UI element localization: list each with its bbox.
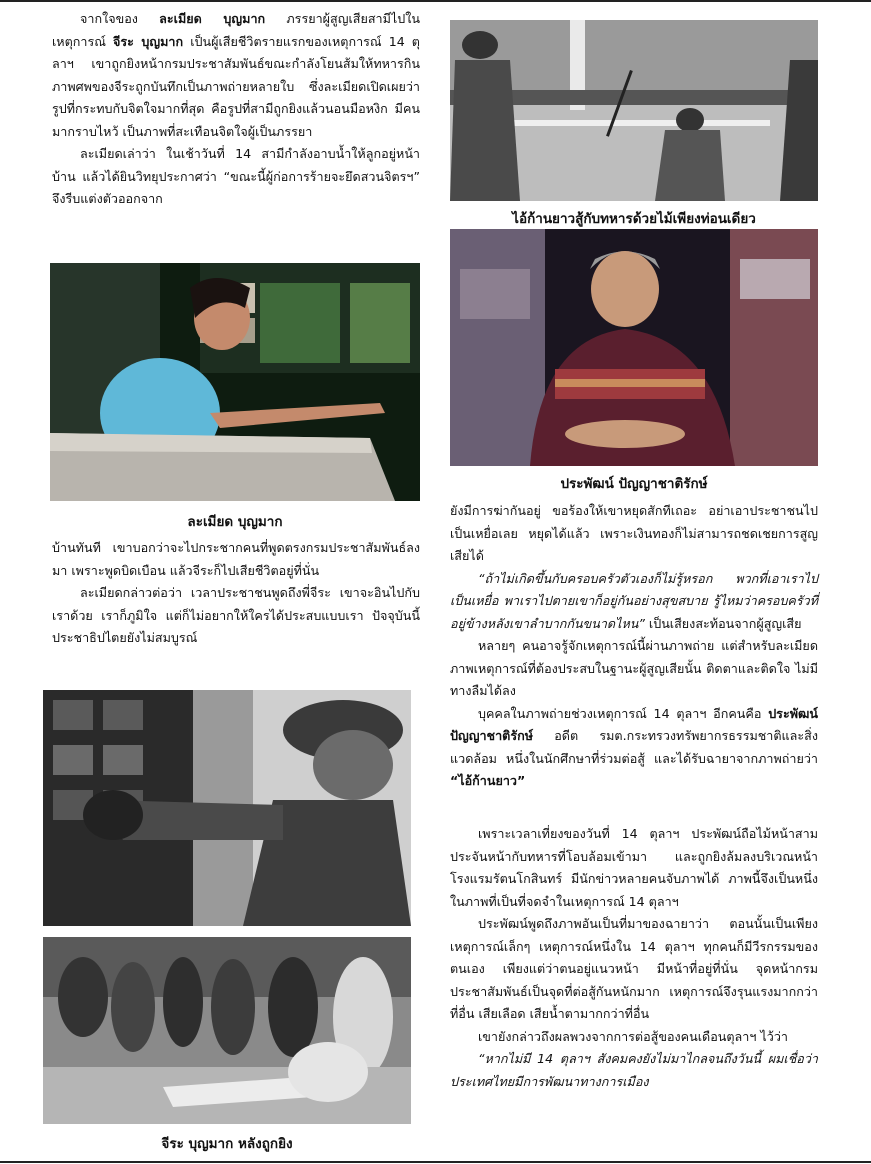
photo-jira-image [43, 937, 411, 1124]
paragraph-r3-b: อดีต รมต.กระทรวงทรัพยากรธรรมชาติและสิ่งแวดล้อม หนึ่งในนักศึกษาที่ร่วมต่อสู้ และได้รับฉายาจากภาพถ่ายว่า [450, 728, 818, 766]
right-bottom-text [450, 823, 818, 1093]
paragraph-1-intro: จากใจของ [80, 11, 138, 26]
photo-soldier [43, 690, 411, 926]
paragraph-1-rest: เป็นผู้เสียชีวิตรายแรกของเหตุการณ์ 14 ตุลาฯ เขาถูกยิงหน้ากรมประชาสัมพันธ์ขณะกำลังโยนส้มให้ทหารกิน ภาพศพของจีระถูกบันทึกเป็นภาพถ่ายหลายใบ ซึ่งละเมียดเปิดเผยว่ารูปที่กระทบกับจิตใจมากที่สุด คือรูปที่สามีถูกยิงแล้วนอนมือหงิก มีคนมากราบไหว้ เป็นภาพที่สะเทือนจิตใจผู้เป็นภรรยา [52, 33, 420, 139]
top-rule [0, 0, 871, 2]
photo-ai-kan-yao [450, 20, 818, 201]
paragraph-r5: ประพัฒน์พูดถึงภาพอันเป็นที่มาของฉายาว่า ตอนนั้นเป็นเพียงเหตุการณ์เล็กๆ เหตุการณ์หนึ่งใน 14 ตุลาฯ ทุกคนก็มีวีรกรรมของตนเอง เพียงแต่ว่าตนอยู่แนวหน้า มีหน้าที่อยู่ที่นั่น จุดหน้ากรมประชาสัมพันธ์เป็นจุดที่ต่อสู้กันหนักมาก เหตุการณ์จึงรุนแรงมากกว่าที่อื่น เสียเลือด เสียน้ำตามากกว่าที่อื่น [450, 916, 818, 1021]
paragraph-r1: ยังมีการฆ่ากันอยู่ ขอร้องให้เขาหยุดสักทีเถอะ อย่าเอาประชาชนไปเป็นเหยื่อเลย หยุดได้แล้ว เพราะเงินทองก็ไม่สามารถชดเชยการสูญเสียได้ [450, 503, 818, 563]
photo-soldier-image [43, 690, 411, 926]
left-top-text [52, 8, 420, 211]
bottom-rule [0, 1161, 871, 1163]
caption-lamiad: ละเมียด บุญมาก [187, 514, 283, 530]
paragraph-1-mid: ภรรยาผู้สูญเสียสามีไปในเหตุการณ์ [52, 11, 420, 49]
paragraph-r-quote [450, 568, 818, 636]
paragraph-3: บ้านทันที เขาบอกว่าจะไปกระชากคนที่พูดตรงกรมประชาสัมพันธ์ลงมา เพราะพูดบิดเบือน แล้วจีระก็ไปเสียชีวิตอยู่ที่นั่น [52, 540, 420, 578]
paragraph-r6: เขายังกล่าวถึงผลพวงจากการต่อสู้ของคนเดือนตุลาฯ ไว้ว่า [478, 1028, 788, 1044]
paragraph-1 [52, 8, 420, 143]
quote-tail: เป็นเสียงสะท้อนจากผู้สูญเสีย [644, 615, 802, 631]
name-jira: จีระ บุญมาก [113, 33, 184, 49]
photo-prapat-image [450, 229, 818, 466]
left-mid-text [52, 537, 420, 650]
caption-prapat: ประพัฒน์ ปัญญาชาติรักษ์ [560, 476, 708, 492]
name-lamiad: ละเมียด บุญมาก [159, 11, 266, 26]
quote-lamiad: “ถ้าไม่เกิดขึ้นกับครอบครัวตัวเองก็ไม่รู้หรอก พวกที่เอาเราไปเป็นเหยื่อ พาเราไปตายเขาก็อยู่กันอย่างสุขสบาย รู้ไหมว่าครอบครัวที่อยู่ข้างหลังเขาลำบากกันขนาดไหน” [450, 570, 818, 631]
nickname-ai-kan-yao: “ไอ้ก้านยาว” [450, 773, 526, 788]
caption-jira: จีระ บุญมาก หลังถูกยิง [161, 1136, 293, 1152]
photo-prapat [450, 229, 818, 466]
caption-ai-kan-yao: ไอ้ก้านยาวสู้กับทหารด้วยไม้เพียงท่อนเดียว [512, 211, 756, 227]
paragraph-r3-a: บุคคลในภาพถ่ายช่วงเหตุการณ์ 14 ตุลาฯ อีกคนคือ [478, 705, 769, 721]
paragraph-r3 [450, 703, 818, 793]
paragraph-2: ละเมียดเล่าว่า ในเช้าวันที่ 14 สามีกำลังอาบน้ำให้ลูกอยู่หน้าบ้าน แล้วได้ยินวิทยุประกาศว่า “ขณะนี้ผู้ก่อการร้ายจะยึดสวนจิตรฯ” จึงรีบแต่งตัวออกจาก [52, 146, 420, 206]
paragraph-r2: หลายๆ คนอาจรู้จักเหตุการณ์นี้ผ่านภาพถ่าย แต่สำหรับละเมียด ภาพเหตุการณ์ที่ต้องประสบในฐานะผู้สูญเสียนั้น ติดตาและติดใจ ไม่มีทางลืมได้ลง [450, 638, 818, 698]
paragraph-r4: เพราะเวลาเที่ยงของวันที่ 14 ตุลาฯ ประพัฒน์ถือไม้หน้าสาม ประจันหน้ากับทหารที่โอบล้อมเข้ามา และถูกยิงล้มลงบริเวณหน้าโรงแรมรัตนโกสินทร์ มีนักข่าวหลายคนจับภาพได้ ภาพนี้จึงเป็นหนึ่งในภาพที่เป็นที่จดจำในเหตุการณ์ 14 ตุลาฯ [450, 826, 818, 909]
photo-jira [43, 937, 411, 1124]
name-prapat: ประพัฒน์ ปัญญาชาติรักษ์ [450, 705, 818, 743]
photo-lamiad [50, 263, 420, 501]
right-mid-text [450, 500, 818, 793]
paragraph-4: ละเมียดกล่าวต่อว่า เวลาประชาชนพูดถึงพี่จีระ เขาจะอินไปกับเราด้วย เราก็ภูมิใจ แต่ก็ไม่อยากให้ใครได้ประสบแบบเรา ปัจจุบันนี้ประชาธิปไตยยังไม่สมบูรณ์ [52, 585, 420, 645]
photo-lamiad-image [50, 263, 420, 501]
photo-ai-kan-yao-image [450, 20, 818, 201]
quote-prapat: “หากไม่มี 14 ตุลาฯ สังคมคงยังไม่มาไกลจนถึงวันนี้ ผมเชื่อว่าประเทศไทยมีการพัฒนาทางการเมือง [450, 1051, 818, 1089]
